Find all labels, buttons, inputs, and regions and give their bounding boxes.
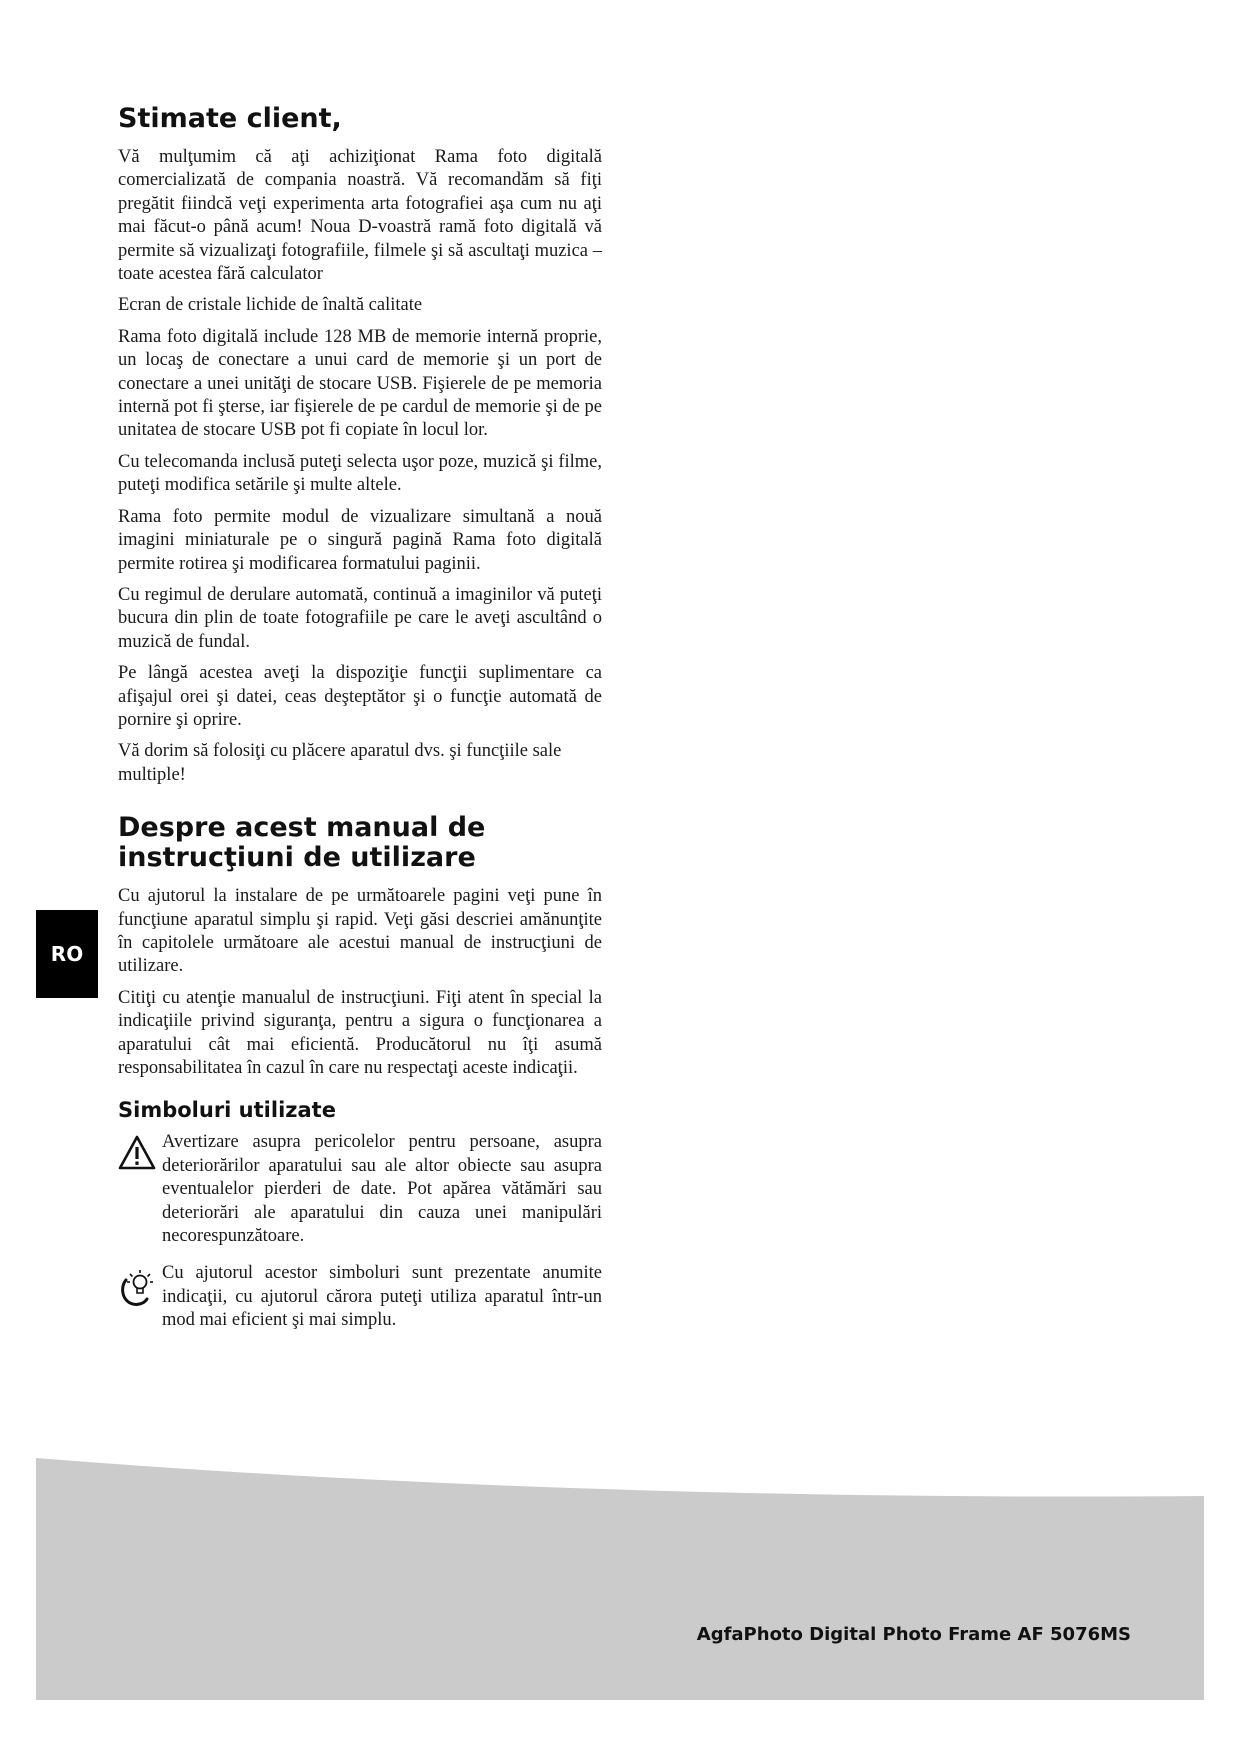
main-column [118,104,602,1347]
footer-product-title: AgfaPhoto Digital Photo Frame AF 5076MS [696,1624,1131,1645]
remote-paragraph: Cu telecomanda inclusă puteţi selecta uşor poze, muzică şi filme, puteţi modifica setările şi multe altele. [118,451,602,496]
closing-paragraph: Vă dorim să folosiţi cu plăcere aparatul dvs. şi funcţiile sale multiple! [118,741,562,785]
memory-paragraph: Rama foto digitală include 128 MB de memorie internă proprie, un locaş de conectare a unui card de memorie şi un port de conectare a unei unităţi de stocare USB. Fişierele de pe memoria internă pot fi şterse, iar fişierele de pe cardul de memorie şi de pe unitatea de stocare USB pot fi copiate în locul lor. [118,326,602,441]
tip-symbol-block [118,1262,602,1332]
warning-symbol-block [118,1131,602,1248]
thumbnails-paragraph: Rama foto permite modul de vizualizare simultană a nouă imagini miniaturale pe o singură pagină Rama foto digitală permite rotirea şi modificarea formatului paginii. [118,506,602,574]
manual-paragraph-1: Cu ajutorul la instalare de pe următoarele pagini veţi pune în funcţiune aparatul simplu şi rapid. Veţi găsi descriei amănunţite în capitolele următoare ale acestui manual de instrucţiuni de utilizare. [118,886,602,977]
intro-paragraph: Vă mulţumim că aţi achiziţionat Rama foto digitală comercializată de compania noastră. Vă recomandăm să fiţi pregătit fiindcă veţi experimenta arta fotografiei aşa cum nu aţi mai făcut-o până acum! Noua D-voastră ramă foto digitală vă permite să vizualizaţi fotografiile, filmele şi să ascultaţi muzica – toate acestea fără calculator [118,147,602,285]
symbols-title: Simboluri utilizate [118,1098,336,1123]
language-tab: RO [36,910,98,998]
lcd-paragraph: Ecran de cristale lichide de înaltă calitate [118,295,423,316]
lightbulb-hand-icon [118,1262,162,1312]
tip-text: Cu ajutorul acestor simboluri sunt prezentate anumite indicaţii, cu ajutorul cărora puteţi utiliza aparatul într-un mod mai eficient şi mai simplu. [162,1263,602,1331]
slideshow-paragraph: Cu regimul de derulare automată, continuă a imaginilor vă puteţi bucura din plin de toate fotografiile pe care le aveţi ascultând o muzică de fundal. [118,584,602,652]
manual-paragraph-2: Citiţi cu atenţie manualul de instrucţiuni. Fiţi atent în special la indicaţiile privind siguranţa, pentru a sigura o funcţionarea a aparatului cât mai eficientă. Producătorul nu îţi asumă responsabilitatea în cazul în care nu respectaţi aceste indicaţii. [118,987,602,1078]
section-title-manual-line2: instrucţiuni de utilizare [118,842,476,874]
section-title-manual [118,813,602,873]
section-title-manual-line1: Despre acest manual de [118,812,486,844]
footer-band [36,1440,1204,1700]
warning-triangle-icon [118,1131,162,1175]
extra-functions-paragraph: Pe lângă acestea aveţi la dispoziţie funcţii suplimentare ca afişajul orei şi datei, ceas deşteptător şi o funcţie automată de pornire şi oprire. [118,663,602,730]
section-title-dear-customer: Stimate client, [118,103,342,134]
warning-text: Avertizare asupra pericolelor pentru persoane, asupra deteriorărilor aparatului sau ale altor obiecte sau asupra eventualelor pierderi de date. Pot apărea vătămări sau deteriorări ale aparatului din cauza unei manipulări necorespunzătoare. [162,1132,602,1247]
